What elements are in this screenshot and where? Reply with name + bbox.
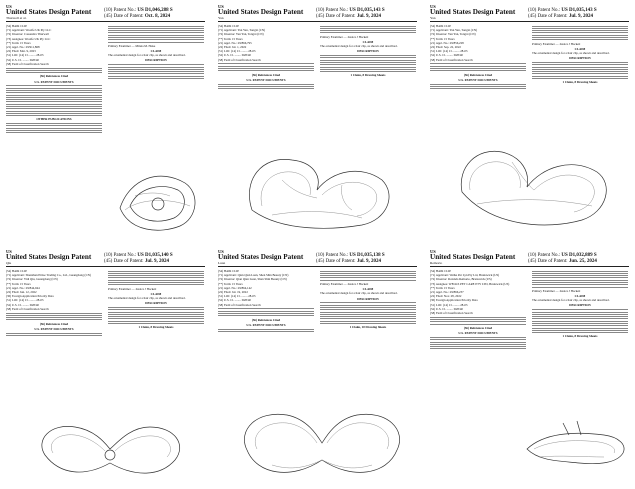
patent-title: United States Design Patent: [430, 8, 516, 16]
us-class: (52) U.S. Cl. ........ D28/40: [6, 57, 39, 62]
claim-text: The ornamental design for a hair clip, as shown and described.: [108, 53, 186, 58]
patent-number: (10) Patent No.: US D1,035,143 S: [316, 8, 385, 13]
patent-date: (45) Date of Patent: Jul. 9, 2024: [316, 259, 381, 264]
desc-lines: [108, 307, 204, 324]
patent-number: (10) Patent No.: US D1,035,140 S: [104, 253, 173, 258]
refs-sub: U.S. PATENT DOCUMENTS: [34, 326, 74, 331]
biblio-column: [430, 269, 526, 351]
claim-title: CLAIM: [574, 46, 586, 51]
item-title: (54) HAIR CLIP: [430, 24, 451, 28]
refs-sub: U.S. PATENT DOCUMENTS: [458, 331, 498, 336]
field-search: (58) Field of Classification Search: [218, 302, 261, 307]
claim-title: CLAIM: [362, 39, 374, 44]
examiner: Primary Examiner — Jessica J Hackett: [320, 282, 369, 286]
examiner: Primary Examiner — Jessica J Hackett: [108, 286, 157, 291]
patent-title: United States Design Patent: [6, 8, 92, 16]
applicant: (71) Applicant: Shenzhen Pitloe Trading Co., Ltd., Guangdong (CN): [6, 273, 91, 278]
header-rule: [6, 266, 205, 267]
inventor-name: Qiu: [6, 261, 12, 265]
inventor-line: (72) Inventor: Cassandra Thurwell: [6, 32, 49, 37]
inventor-line: (72) Inventor: Rolanda Remorio, Brunswick (US): [430, 277, 492, 282]
desc-lines: [532, 309, 628, 333]
patent-number: (10) Patent No.: US D1,032,889 S: [528, 253, 597, 258]
claim-title: CLAIM: [574, 294, 586, 299]
patent-number: (10) Patent No.: US D1,035,138 S: [316, 253, 385, 258]
patent-header: [218, 4, 418, 20]
header-rule: [218, 21, 417, 22]
text-lines: [218, 308, 314, 316]
desc-title: DESCRIPTION: [357, 49, 379, 54]
refs-sub: U.S. PATENT DOCUMENTS: [34, 79, 74, 84]
applicant: (71) Applicant: Yan Yan, Tongxi (CN): [430, 28, 478, 33]
desc-lines: [320, 55, 416, 72]
ref-lines-right: [320, 271, 416, 281]
figure-line: 1 Claim, 10 Drawing Sheets: [349, 325, 387, 330]
biblio-column: [430, 24, 526, 90]
ref-lines-right: [532, 26, 628, 40]
term: (**) Term: 15 Years: [430, 285, 455, 290]
header-rule: [6, 21, 205, 22]
hair-clip-drawing: [110, 148, 205, 240]
claim-title: CLAIM: [150, 291, 162, 296]
patent-page-1: [0, 0, 211, 244]
hair-clip-drawing: [222, 140, 412, 240]
item-title: (54) HAIR CLIP: [6, 269, 27, 273]
refs-title: (56) References Cited: [463, 325, 493, 330]
us-class: (52) U.S. Cl. ........ D28/40: [6, 302, 39, 307]
claim-column: [320, 269, 416, 329]
claim-title: CLAIM: [150, 49, 162, 54]
country-flag: US: [430, 249, 436, 254]
inventor-line: (72) Inventor: Yan Yan, Tongxi (CN): [218, 32, 264, 37]
reference-lines: [430, 337, 526, 349]
ref-lines-right: [320, 26, 416, 34]
patent-title: United States Design Patent: [218, 8, 304, 16]
claim-column: [532, 24, 628, 84]
claim-text: The ornamental design for a hair clip, as shown and described.: [108, 295, 186, 300]
desc-title: DESCRIPTION: [357, 296, 379, 301]
text-lines: [218, 63, 314, 71]
patent-date: (45) Date of Patent: Oct. 8, 2024: [104, 14, 171, 19]
claim-column: [532, 269, 628, 339]
field-search: (58) Field of Classification Search: [6, 306, 49, 311]
patent-header: [6, 4, 206, 20]
assignee: (73) Assignee: WELKS PET CARE PTY LTD, Brunswick (US): [430, 281, 510, 286]
examiner: Primary Examiner — Jessica J Hackett: [320, 34, 369, 39]
patent-page-4: [0, 245, 211, 489]
applicant: (71) Applicant: Qian Qian Luan, Shen Shin Beauty (CN): [218, 273, 289, 278]
foreign-priority: (30) Foreign Application Priority Data: [430, 298, 478, 303]
country-flag: US: [430, 4, 436, 9]
term: (**) Term: 15 Years: [218, 281, 243, 286]
ref-lines-right: [532, 271, 628, 288]
filed: (22) Filed: Mar. 9, 2023: [6, 49, 36, 54]
country-flag: US: [218, 4, 224, 9]
refs-sub: U.S. PATENT DOCUMENTS: [246, 322, 286, 327]
pub-lines: [6, 123, 102, 133]
reference-lines: [218, 329, 314, 332]
header-rule: [218, 266, 417, 267]
refs-title: (56) References Cited: [463, 72, 493, 77]
text-lines: [6, 68, 102, 73]
patent-header: [430, 249, 630, 265]
claim-text: The ornamental design for a hair clip, as shown and described.: [532, 50, 610, 55]
appl-no: (21) Appl. No.: 29/856,228: [430, 40, 464, 45]
loc-class: (51) LOC (14) Cl. ........ 28-03: [6, 298, 44, 303]
patent-title: United States Design Patent: [430, 253, 516, 261]
figure-line: 1 Claim, 8 Drawing Sheets: [138, 325, 174, 330]
inventor-name: Yan: [430, 16, 436, 20]
reference-lines: [6, 85, 102, 115]
patent-title: United States Design Patent: [218, 253, 304, 261]
claim-text: The ornamental design for a hair clip, as shown and described.: [320, 291, 398, 296]
refs-title: (56) References Cited: [39, 321, 69, 326]
appl-no: (21) Appl. No.: 29/844,944: [6, 285, 40, 290]
refs-title: (56) References Cited: [251, 72, 281, 77]
field-search: (58) Field of Classification Search: [430, 57, 473, 62]
claim-text: The ornamental design for a hair clip, as shown and described.: [320, 44, 398, 49]
applicant: (71) Applicant: Yan Yan, Tongxi (CN): [218, 28, 266, 33]
appl-no: (21) Appl. No.: 29/864,142: [218, 285, 252, 290]
appl-no: (21) Appl. No.: 29/866,237: [430, 290, 464, 295]
pub-lines-right: [108, 26, 204, 43]
figure-line: 1 Claim, 8 Drawing Sheets: [562, 334, 598, 339]
figure-line: 1 Claim, 8 Drawing Sheets: [350, 73, 386, 78]
claim-column: [108, 269, 204, 329]
filed: (22) Filed: Jul. 19, 2022: [218, 290, 248, 295]
us-class: (52) U.S. Cl. ........ D28/40: [218, 53, 251, 58]
patent-date: (45) Date of Patent: Jul. 9, 2024: [316, 14, 381, 19]
applicant: (71) Applicant: Welks Pet Lyn Pty Ltd, Brunswick (US): [430, 273, 500, 278]
desc-title: DESCRIPTION: [145, 58, 167, 63]
text-lines: [430, 317, 526, 325]
patent-number: (10) Patent No.: US D1,046,288 S: [104, 8, 173, 13]
desc-title: DESCRIPTION: [569, 303, 591, 308]
item-title: (54) HAIR CLIP: [218, 24, 239, 28]
loc-class: (51) LOC (14) Cl. ........ 28-03: [430, 49, 468, 54]
biblio-column: [218, 24, 314, 90]
hair-clip-drawing: [442, 132, 622, 240]
patent-page-2: [212, 0, 423, 244]
refs-title: (56) References Cited: [251, 317, 281, 322]
examiner: Primary Examiner — Jessica J Hackett: [532, 288, 581, 293]
patent-date: (45) Date of Patent: Jul. 9, 2024: [104, 259, 169, 264]
filed: (22) Filed: Sep. 22, 2022: [430, 45, 461, 50]
biblio-column: [218, 269, 314, 333]
field-search: (58) Field of Classification Search: [430, 311, 473, 316]
claim-title: CLAIM: [362, 287, 374, 292]
assignee: (73) Assignee: Woolfe UK Pty LLC: [6, 36, 51, 41]
country-flag: US: [6, 249, 12, 254]
appl-no: (21) Appl. No.: 29/866,795: [218, 40, 252, 45]
item-title: (54) HAIR CLIP: [218, 269, 239, 273]
refs-title: (56) References Cited: [39, 74, 69, 79]
text-lines: [430, 63, 526, 71]
term: (**) Term: 15 Years: [6, 281, 31, 286]
examiner: Primary Examiner — Jessica J Hackett: [532, 41, 581, 46]
term: (**) Term: 15 Years: [218, 36, 243, 41]
patent-page-5: [212, 245, 423, 489]
biblio-column: [6, 24, 102, 135]
desc-title: DESCRIPTION: [145, 301, 167, 306]
claim-column: [108, 24, 204, 80]
reference-lines: [218, 84, 314, 89]
hair-clip-drawing: [519, 413, 631, 485]
desc-lines: [108, 64, 204, 78]
field-search: (58) Field of Classification Search: [218, 57, 261, 62]
filed: (22) Filed: Jun. 12, 2022: [6, 290, 37, 295]
country-flag: US: [6, 4, 12, 9]
biblio-column: [6, 269, 102, 337]
patent-header: [430, 4, 630, 20]
claim-text: The ornamental design for a hair clip, as shown and described.: [532, 298, 610, 303]
us-class: (52) U.S. Cl. ........ D28/40: [430, 53, 463, 58]
country-flag: US: [218, 249, 224, 254]
patent-title: United States Design Patent: [6, 253, 92, 261]
loc-class: (51) LOC (14) Cl. ........ 28-03: [430, 302, 468, 307]
patent-date: (45) Date of Patent: Jul. 9, 2024: [528, 14, 593, 19]
patent-header: [218, 249, 418, 265]
examiner: Primary Examiner — Minna M. Hoke: [108, 43, 156, 48]
figure-line: 1 Claim, 8 Drawing Sheets: [562, 80, 598, 85]
claim-column: [320, 24, 416, 78]
loc-class: (51) LOC (14) Cl. ........ 28-03: [6, 53, 44, 58]
text-lines: [6, 313, 102, 321]
field-search: (58) Field of Classification Search: [6, 61, 49, 66]
inventor-name: Luan: [218, 261, 226, 265]
appl-no: (21) Appl. No.: 29/911,868: [6, 45, 40, 50]
hair-clip-drawing: [232, 405, 412, 487]
refs-sub: U.S. PATENT DOCUMENTS: [246, 77, 286, 82]
inventor-name: Remorio: [430, 261, 443, 265]
loc-class: (51) LOC (14) Cl. ........ 28-03: [218, 294, 256, 299]
inventor-name: Thurwell et al.: [6, 16, 27, 20]
patent-number: (10) Patent No.: US D1,035,143 S: [528, 8, 597, 13]
reference-lines: [6, 333, 102, 336]
filed: (22) Filed: Nov. 28, 2022: [430, 294, 462, 299]
foreign-priority: (30) Foreign Application Priority Data: [6, 294, 54, 299]
inventor-line: (72) Inventor: Qian Qian Luan, Shen Shin Beauty (CN): [218, 277, 287, 282]
item-title: (54) HAIR CLIP: [6, 24, 27, 28]
desc-title: DESCRIPTION: [569, 56, 591, 61]
desc-lines: [532, 62, 628, 79]
inventor-line: (72) Inventor: Yan Yan, Tongxi (CN): [430, 32, 476, 37]
term: (**) Term: 15 Years: [430, 36, 455, 41]
inventor-line: (72) Inventor: Yidi Qiu, Guangdong (CN): [6, 277, 58, 282]
reference-lines: [430, 84, 526, 89]
us-class: (52) U.S. Cl. ........ D28/40: [430, 306, 463, 311]
loc-class: (51) LOC (14) Cl. ........ 28-03: [218, 49, 256, 54]
header-rule: [430, 266, 629, 267]
filed: (22) Filed: Jul. 1, 2022: [218, 45, 247, 50]
item-title: (54) HAIR CLIP: [430, 269, 451, 273]
patent-page-6: [424, 245, 635, 489]
patent-header: [6, 249, 206, 265]
us-class: (52) U.S. Cl. ........ D28/40: [218, 298, 251, 303]
term: (**) Term: 15 Years: [6, 40, 31, 45]
other-pub: OTHER PUBLICATIONS: [36, 117, 72, 122]
applicant: (71) Applicant: Woolfe UK Pty LLC: [6, 28, 52, 33]
header-rule: [430, 21, 629, 22]
refs-sub: U.S. PATENT DOCUMENTS: [458, 77, 498, 82]
desc-lines: [320, 302, 416, 323]
inventor-name: Yan: [218, 16, 224, 20]
hair-clip-drawing: [25, 415, 195, 487]
ref-lines-right: [108, 271, 204, 285]
patent-date: (45) Date of Patent: Jun. 25, 2024: [528, 259, 597, 264]
patent-page-3: [424, 0, 635, 244]
